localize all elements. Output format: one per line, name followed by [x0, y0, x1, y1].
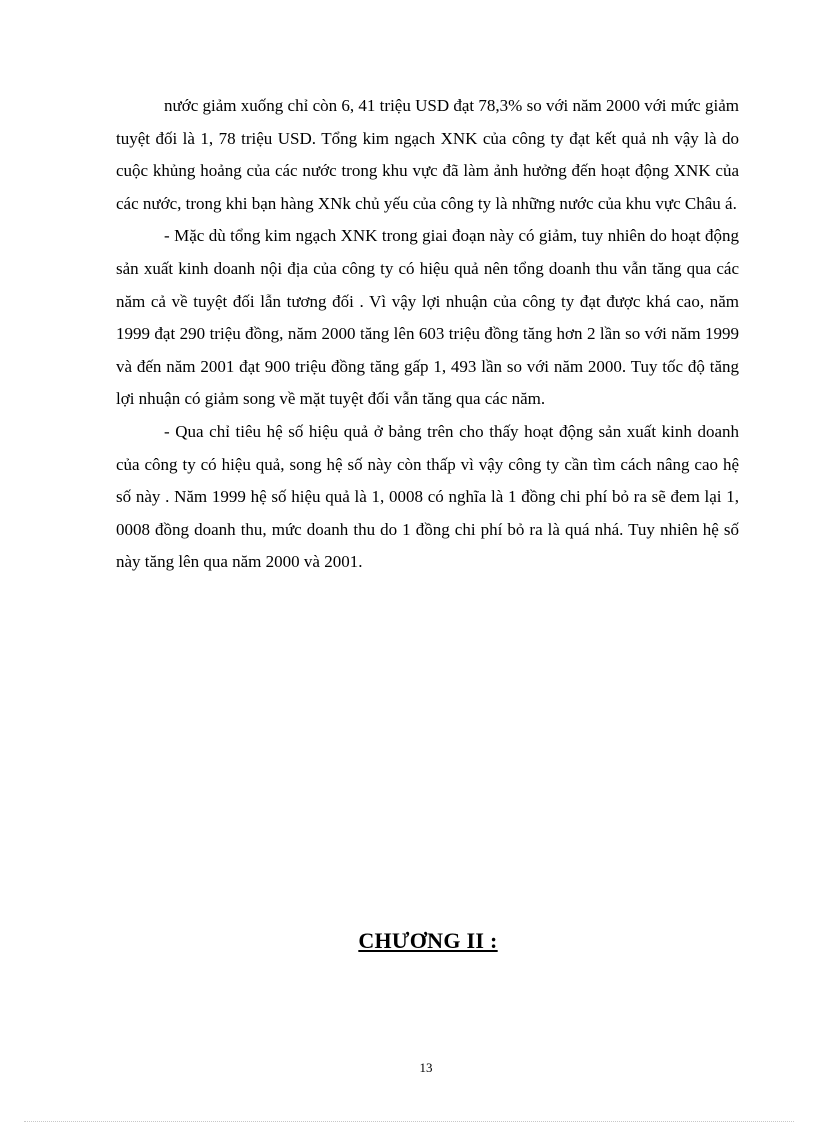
- paragraph-revenue-profit: - Mặc dù tổng kim ngạch XNK trong giai đoạn này có giảm, tuy nhiên do hoạt động sản xuất kinh doanh nội địa của công ty có hiệu quả nên tổng doanh thu vẫn tăng qua các năm cả về tuyệt đối lẫn tương đối . Vì vậy lợi nhuận của công ty đạt được khá cao, năm 1999 đạt 290 triệu đồng, năm 2000 tăng lên 603 triệu đồng tăng hơn 2 lần so với năm 1999 và đến năm 2001 đạt 900 triệu đồng tăng gấp 1, 493 lần so với năm 2000. Tuy tốc độ tăng lợi nhuận có giảm song về mặt tuyệt đối vẫn tăng qua các năm.: [116, 226, 739, 409]
- chapter-heading: CHƯƠNG II :: [358, 928, 498, 953]
- paragraph-efficiency-ratio: - Qua chỉ tiêu hệ số hiệu quả ở bảng trên cho thấy hoạt động sản xuất kinh doanh của công ty có hiệu quả, song hệ số này còn thấp vì vậy công ty cần tìm cách nâng cao hệ số này . Năm 1999 hệ số hiệu quả là 1, 0008 có nghĩa là 1 đồng chi phí bỏ ra sẽ đem lại 1, 0008 đồng doanh thu, mức doanh thu do 1 đồng chi phí bỏ ra là quá nhá. Tuy nhiên hệ số này tăng lên qua năm 2000 và 2001.: [116, 421, 739, 572]
- paragraph-export-import-decline: nước giảm xuống chỉ còn 6, 41 triệu USD đạt 78,3% so với năm 2000 với mức giảm tuyệt đối là 1, 78 triệu USD. Tổng kim ngạch XNK của công ty đạt kết quả nh vậy là do cuộc khủng hoảng của các nước trong khu vực đã làm ảnh hưởng đến hoạt động XNK của các nước, trong khi bạn hàng XNk chủ yếu của công ty là những nước của khu vực Châu á.: [116, 96, 739, 213]
- page-number: 13: [419, 1060, 433, 1075]
- body-text: [116, 90, 739, 579]
- page-bottom-edge: [24, 1121, 794, 1122]
